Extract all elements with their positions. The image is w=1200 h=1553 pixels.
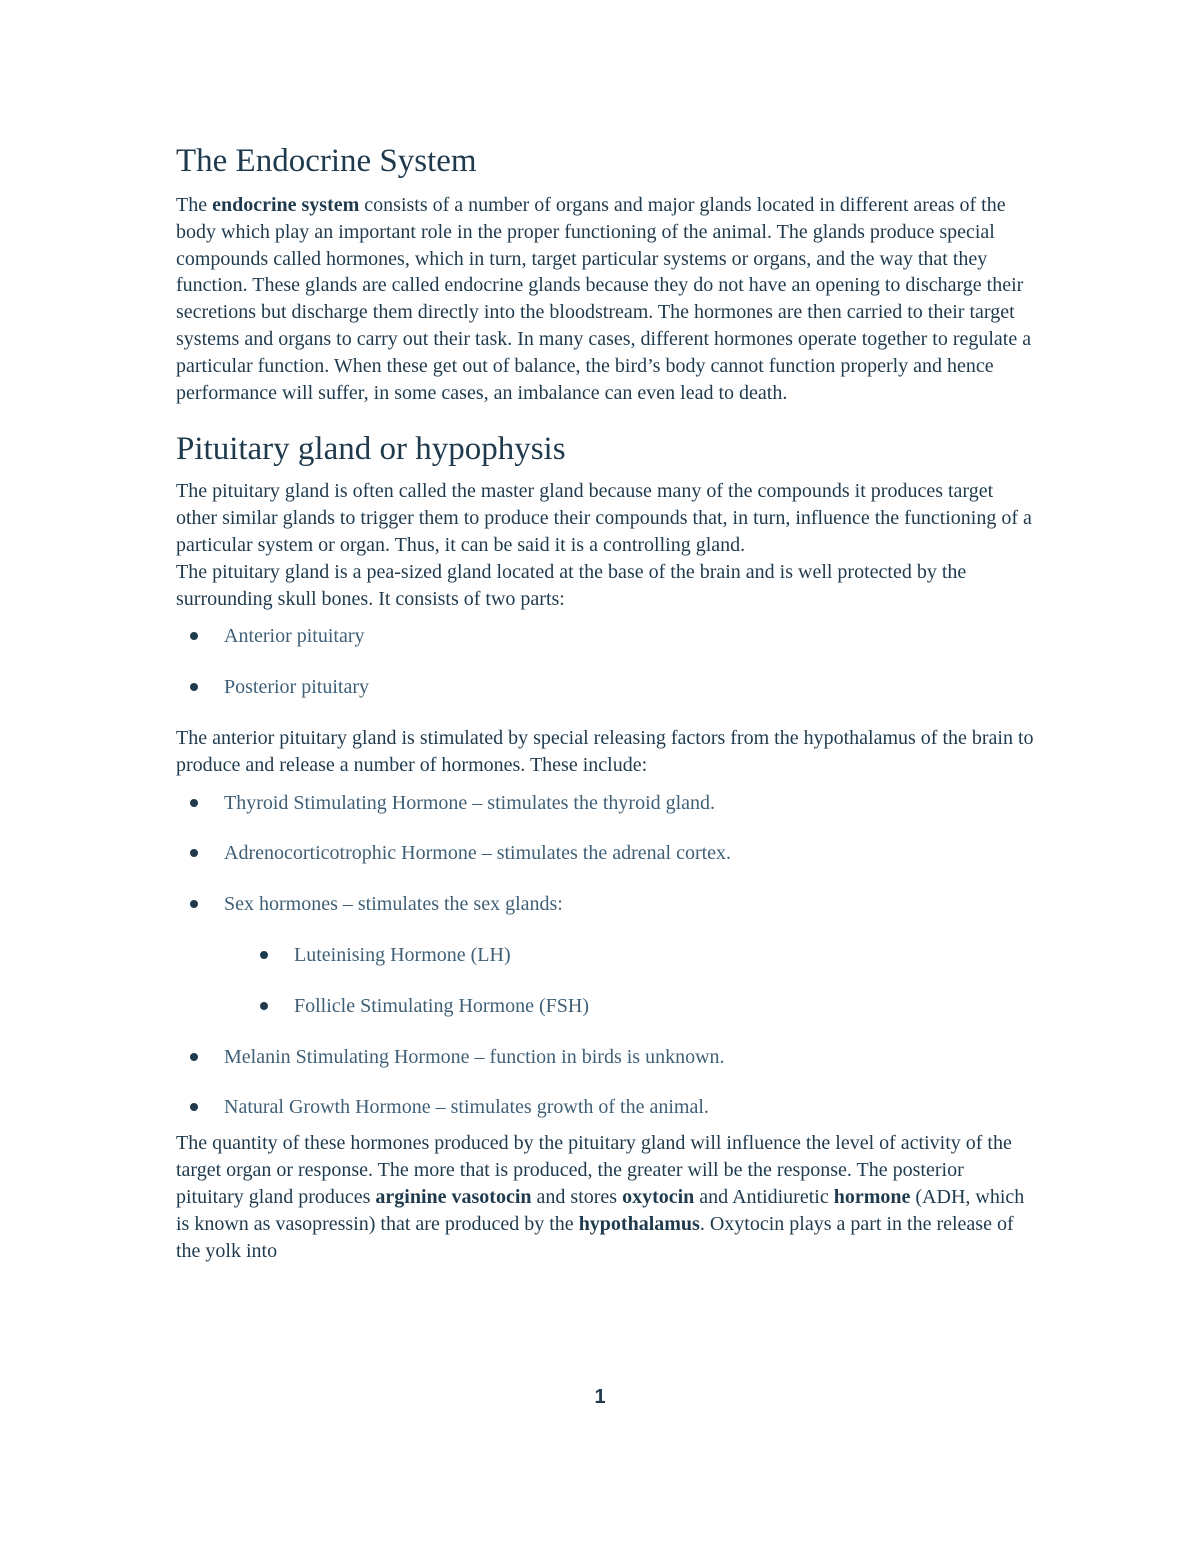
text-run: The quantity of these hormones produced by the pituitary gland will influence the level of activity of the target organ or response. The more that is produced, the greater will be the response. The posterior pituitary gland produces bbox=[176, 1132, 1012, 1208]
page-number: 1 bbox=[594, 1386, 606, 1408]
text-run: and Antidiuretic bbox=[694, 1185, 834, 1208]
list-item-acth bbox=[176, 840, 1036, 866]
paragraph-hormone-quantity bbox=[176, 1130, 1036, 1264]
text-run: consists of a number of organs and major glands located in different areas of the body which play an important role in the proper functioning of the animal. The glands produce special compounds called hormones, which in turn, target particular systems or organs, and the way that they function. These glands are called endocrine glands because they do not have an opening to discharge their secretions but discharge them directly into the bloodstream. The hormones are then carried to their target systems and organs to carry out their task. In many cases, different hormones operate together to regulate a particular function. When these get out of balance, the bird’s body cannot function properly and hence performance will suffer, in some cases, an imbalance can even lead to death. bbox=[176, 194, 1032, 404]
list-item-ngh bbox=[176, 1094, 1036, 1120]
page-content bbox=[176, 140, 1036, 1264]
list-item-text: Luteinising Hormone (LH) bbox=[294, 943, 511, 966]
sub-list-item-fsh bbox=[176, 993, 1036, 1019]
bold-term-hormone: hormone bbox=[833, 1185, 911, 1208]
bullet-icon bbox=[260, 1002, 268, 1010]
list-item-text: Thyroid Stimulating Hormone – stimulates the thyroid gland. bbox=[224, 791, 716, 814]
list-item-msh bbox=[176, 1044, 1036, 1070]
list-item bbox=[176, 674, 1036, 700]
sub-list-item-lh bbox=[176, 942, 1036, 968]
text-run: The bbox=[176, 194, 213, 216]
bullet-icon bbox=[190, 683, 198, 691]
pituitary-parts-list bbox=[176, 623, 1036, 700]
list-item bbox=[176, 623, 1036, 649]
list-item-text: Follicle Stimulating Hormone (FSH) bbox=[294, 994, 589, 1017]
text-run: and stores bbox=[531, 1185, 623, 1208]
bullet-icon bbox=[190, 1053, 198, 1061]
list-item-text: Anterior pituitary bbox=[224, 625, 365, 648]
bold-term-arginine-vasotocin: arginine vasotocin bbox=[375, 1185, 532, 1208]
bold-term-endocrine-system: endocrine system bbox=[212, 194, 360, 216]
list-item-text: Adrenocorticotrophic Hormone – stimulates the adrenal cortex. bbox=[224, 842, 732, 865]
bullet-icon bbox=[190, 632, 198, 640]
hormones-list bbox=[176, 790, 1036, 1121]
bullet-icon bbox=[190, 799, 198, 807]
heading-endocrine-system: The Endocrine System bbox=[176, 143, 477, 179]
list-item-text: Natural Growth Hormone – stimulates growth of the animal. bbox=[224, 1096, 709, 1119]
text-run: . Oxytocin plays a part in the release of the yolk into bbox=[176, 1212, 1014, 1262]
heading-pituitary-gland: Pituitary gland or hypophysis bbox=[176, 431, 566, 468]
bold-term-oxytocin: oxytocin bbox=[622, 1185, 695, 1208]
bullet-icon bbox=[190, 1103, 198, 1111]
paragraph-anterior-pituitary: The anterior pituitary gland is stimulated by special releasing factors from the hypothalamus of the brain to produce and release a number of hormones. These include: bbox=[176, 726, 1034, 776]
list-item-tsh bbox=[176, 790, 1036, 816]
paragraph-master-gland: The pituitary gland is often called the master gland because many of the compounds it produces target other similar glands to trigger them to produce their compounds that, in turn, influence the functioning of a particular system or organ. Thus, it can be said it is a controlling gland. bbox=[176, 480, 1032, 556]
list-item-text: Posterior pituitary bbox=[224, 676, 369, 699]
paragraph-endocrine-intro bbox=[176, 192, 1036, 406]
paragraph-pea-sized: The pituitary gland is a pea-sized gland located at the base of the brain and is well protected by the surrounding skull bones. It consists of two parts: bbox=[176, 560, 967, 610]
text-run: (ADH, which is known as vasopressin) that are produced by the bbox=[176, 1185, 1025, 1235]
bullet-icon bbox=[190, 900, 198, 908]
bold-term-hypothalamus: hypothalamus bbox=[578, 1212, 700, 1235]
bullet-icon bbox=[190, 849, 198, 857]
list-item-text: Sex hormones – stimulates the sex glands: bbox=[224, 893, 563, 916]
bullet-icon bbox=[260, 951, 268, 959]
list-item-text: Melanin Stimulating Hormone – function in birds is unknown. bbox=[224, 1045, 725, 1068]
list-item-sex-hormones bbox=[176, 891, 1036, 917]
